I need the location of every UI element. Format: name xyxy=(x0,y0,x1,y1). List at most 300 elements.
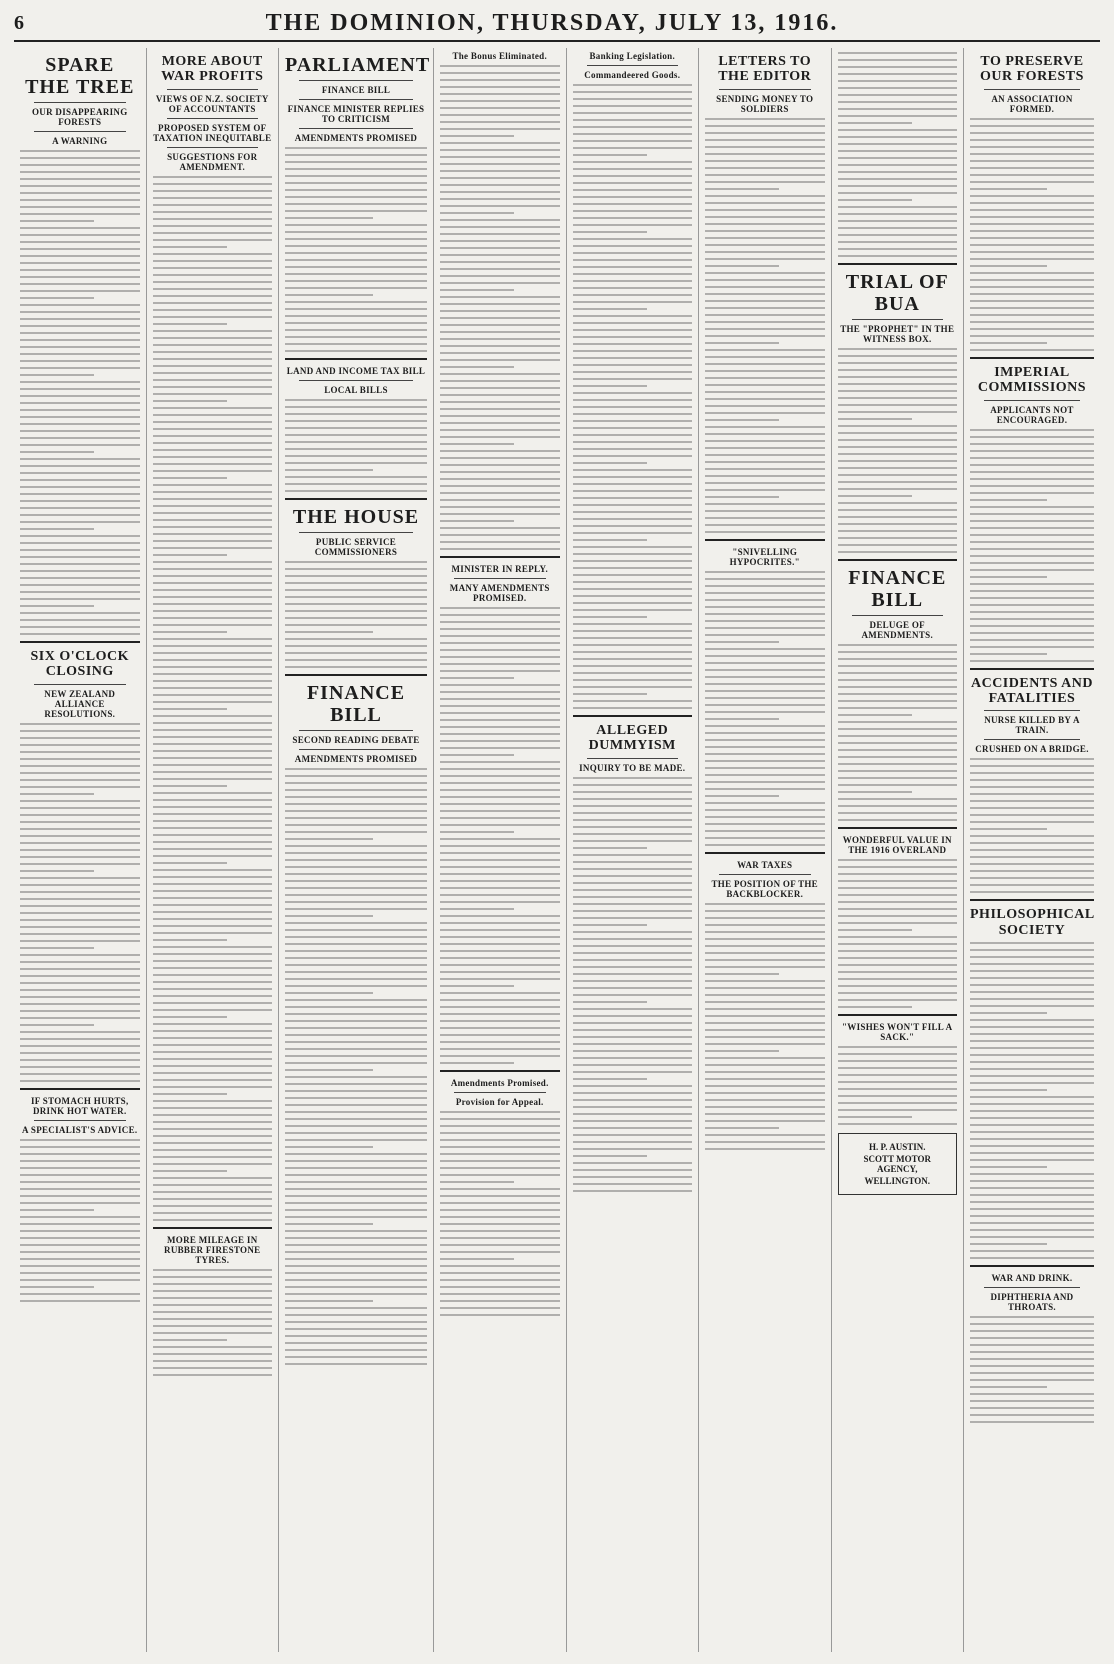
text-line xyxy=(153,925,273,927)
text-line xyxy=(285,168,427,170)
text-line xyxy=(20,1167,140,1169)
text-line xyxy=(440,156,560,158)
text-line xyxy=(838,502,958,504)
text-line xyxy=(705,370,825,372)
text-line xyxy=(573,903,693,905)
text-line xyxy=(838,735,958,737)
text-line xyxy=(440,1139,560,1141)
text-line xyxy=(838,171,958,173)
article-subheading: A SPECIALIST'S ADVICE. xyxy=(22,1124,138,1135)
text-line xyxy=(153,379,273,381)
text-line xyxy=(440,408,560,410)
text-line xyxy=(838,644,958,646)
text-line xyxy=(838,1088,958,1090)
text-line xyxy=(573,518,693,520)
advertisement-line: WELLINGTON. xyxy=(864,1176,931,1186)
text-line xyxy=(285,596,427,598)
text-line xyxy=(153,582,273,584)
headline-rule xyxy=(299,749,413,750)
text-line xyxy=(970,1379,1094,1381)
text-line xyxy=(573,406,693,408)
text-line xyxy=(153,736,273,738)
text-line xyxy=(970,821,1094,823)
text-line xyxy=(838,728,958,730)
text-line xyxy=(153,883,273,885)
text-line xyxy=(573,462,647,464)
text-line xyxy=(20,409,140,411)
text-line xyxy=(970,1124,1094,1126)
text-line xyxy=(838,859,958,861)
text-line xyxy=(440,1027,560,1029)
text-line xyxy=(20,1216,140,1218)
text-line xyxy=(970,286,1094,288)
text-line xyxy=(153,1163,273,1165)
text-line xyxy=(705,795,779,797)
text-line xyxy=(20,1181,140,1183)
text-line xyxy=(838,199,912,201)
text-line xyxy=(285,1209,427,1211)
text-line xyxy=(153,197,273,199)
text-line xyxy=(970,167,1094,169)
text-line xyxy=(573,1099,693,1101)
text-line xyxy=(153,232,273,234)
text-line xyxy=(705,917,825,919)
text-line xyxy=(440,520,514,522)
text-line xyxy=(153,456,273,458)
text-line xyxy=(838,686,958,688)
text-line xyxy=(153,771,273,773)
text-line xyxy=(970,1033,1094,1035)
text-line xyxy=(838,397,958,399)
text-line xyxy=(970,758,1094,760)
text-line xyxy=(285,1160,427,1162)
text-line xyxy=(440,170,560,172)
text-line xyxy=(440,1293,560,1295)
text-line xyxy=(440,1314,560,1316)
section-divider xyxy=(838,263,958,265)
text-line xyxy=(285,483,427,485)
text-line xyxy=(573,1176,693,1178)
text-line xyxy=(153,687,273,689)
text-line xyxy=(573,840,693,842)
text-line xyxy=(573,231,647,233)
text-line xyxy=(970,1316,1094,1318)
text-line xyxy=(285,845,427,847)
text-line xyxy=(573,112,693,114)
text-line xyxy=(153,526,273,528)
text-line xyxy=(705,202,825,204)
text-line xyxy=(838,73,958,75)
text-line xyxy=(440,282,560,284)
text-line xyxy=(573,651,693,653)
text-line xyxy=(153,253,273,255)
text-line xyxy=(20,437,140,439)
text-line xyxy=(440,1013,560,1015)
text-line xyxy=(153,1184,273,1186)
text-line xyxy=(573,707,693,709)
text-line xyxy=(153,295,273,297)
text-line xyxy=(285,161,427,163)
headline-rule xyxy=(299,80,413,81)
text-line xyxy=(970,1075,1094,1077)
text-line xyxy=(970,1208,1094,1210)
text-line xyxy=(705,739,825,741)
text-line xyxy=(285,1342,427,1344)
text-line xyxy=(20,982,140,984)
text-line xyxy=(440,719,560,721)
text-line xyxy=(970,1005,1094,1007)
text-line xyxy=(970,956,1094,958)
text-line xyxy=(153,1177,273,1179)
text-line xyxy=(285,859,427,861)
text-line xyxy=(20,744,140,746)
text-line xyxy=(20,772,140,774)
article-headline: THE HOUSE xyxy=(292,506,420,528)
text-line xyxy=(20,800,140,802)
text-line xyxy=(285,350,427,352)
text-line xyxy=(705,844,825,846)
text-line xyxy=(440,768,560,770)
text-line xyxy=(838,770,958,772)
article-subheading: "SNIVELLING HYPOCRITES." xyxy=(729,546,800,567)
text-line xyxy=(153,1219,273,1221)
text-line xyxy=(20,360,140,362)
headline-rule xyxy=(34,1120,126,1121)
text-line xyxy=(705,987,825,989)
text-line xyxy=(20,940,140,942)
text-line xyxy=(573,700,693,702)
text-line xyxy=(440,950,560,952)
section-divider xyxy=(838,1014,958,1016)
section-divider xyxy=(440,556,560,558)
text-line xyxy=(440,1237,560,1239)
text-line xyxy=(838,978,958,980)
text-line xyxy=(20,570,140,572)
text-line xyxy=(153,918,273,920)
text-line xyxy=(20,346,140,348)
text-line xyxy=(153,967,273,969)
text-line xyxy=(20,1045,140,1047)
advertisement-line: SCOTT MOTOR AGENCY, xyxy=(863,1154,931,1174)
text-line xyxy=(20,206,140,208)
text-line xyxy=(838,721,958,723)
text-line xyxy=(153,1346,273,1348)
text-line xyxy=(20,549,140,551)
text-line xyxy=(838,887,958,889)
text-line xyxy=(153,659,273,661)
text-line xyxy=(285,252,427,254)
article-subheading: IF STOMACH HURTS, DRINK HOT WATER. xyxy=(30,1095,129,1116)
text-line xyxy=(285,420,427,422)
text-line xyxy=(285,308,427,310)
text-line xyxy=(705,125,825,127)
text-line xyxy=(153,1072,273,1074)
text-line xyxy=(153,1269,273,1271)
text-line xyxy=(573,441,693,443)
text-line xyxy=(970,321,1094,323)
text-line xyxy=(153,673,273,675)
text-line xyxy=(970,244,1094,246)
text-line xyxy=(285,259,427,261)
text-line xyxy=(838,551,958,553)
text-line xyxy=(20,605,94,607)
text-line xyxy=(970,583,1094,585)
text-line xyxy=(970,604,1094,606)
text-line xyxy=(970,265,1047,267)
headline-rule xyxy=(299,730,413,731)
headline-rule xyxy=(299,532,413,533)
text-line xyxy=(440,86,560,88)
text-line xyxy=(440,212,514,214)
text-line xyxy=(285,638,427,640)
text-line xyxy=(970,188,1047,190)
text-line xyxy=(20,563,140,565)
text-line xyxy=(970,977,1094,979)
text-line xyxy=(705,377,825,379)
headline-rule xyxy=(587,65,679,66)
article-subheading: MORE MILEAGE IN RUBBER FIRESTONE TYRES. xyxy=(164,1234,261,1265)
text-line xyxy=(20,157,140,159)
text-line xyxy=(573,1043,693,1045)
text-line xyxy=(20,877,140,879)
text-line xyxy=(838,185,958,187)
text-line xyxy=(970,1337,1094,1339)
text-line xyxy=(153,589,273,591)
text-line xyxy=(440,261,560,263)
text-line xyxy=(970,842,1094,844)
text-line xyxy=(285,992,373,994)
text-line xyxy=(838,530,958,532)
article-body xyxy=(838,1046,958,1125)
text-line xyxy=(838,1081,958,1083)
text-line xyxy=(20,493,140,495)
article-subheading: The Bonus Eliminated. xyxy=(452,51,548,61)
text-line xyxy=(285,448,427,450)
article-headline: TRIAL OF BUA xyxy=(845,271,949,315)
text-line xyxy=(970,314,1094,316)
text-line xyxy=(970,293,1094,295)
headline-rule xyxy=(587,758,679,759)
text-line xyxy=(705,732,825,734)
text-line xyxy=(705,980,825,982)
text-line xyxy=(573,889,693,891)
text-line xyxy=(573,357,693,359)
text-line xyxy=(970,1229,1094,1231)
text-line xyxy=(970,942,1094,944)
text-line xyxy=(20,528,94,530)
text-line xyxy=(440,121,560,123)
text-line xyxy=(573,1162,693,1164)
text-line xyxy=(153,288,273,290)
text-line xyxy=(573,623,693,625)
text-line xyxy=(970,970,1094,972)
text-line xyxy=(285,1111,427,1113)
article-body xyxy=(20,1139,140,1302)
text-line xyxy=(285,203,427,205)
article-subheading: NEW ZEALAND ALLIANCE RESOLUTIONS. xyxy=(44,688,116,719)
text-line xyxy=(20,863,140,865)
text-line xyxy=(440,1167,560,1169)
text-line xyxy=(20,996,140,998)
text-line xyxy=(153,1170,227,1172)
text-line xyxy=(970,807,1094,809)
text-line xyxy=(153,715,273,717)
text-line xyxy=(838,943,958,945)
text-line xyxy=(705,1148,825,1150)
text-line xyxy=(285,908,427,910)
text-line xyxy=(838,481,958,483)
text-line xyxy=(153,1304,273,1306)
text-line xyxy=(705,1099,825,1101)
text-line xyxy=(153,470,273,472)
text-line xyxy=(20,332,140,334)
text-line xyxy=(440,352,560,354)
text-line xyxy=(440,1279,560,1281)
text-line xyxy=(705,592,825,594)
text-line xyxy=(838,143,958,145)
text-line xyxy=(970,1026,1094,1028)
text-line xyxy=(285,652,427,654)
article-subheading: SENDING MONEY TO SOLDIERS xyxy=(716,93,814,114)
text-line xyxy=(970,258,1094,260)
text-line xyxy=(573,343,693,345)
text-line xyxy=(285,659,427,661)
text-line xyxy=(153,820,273,822)
text-line xyxy=(970,251,1094,253)
text-line xyxy=(573,1120,693,1122)
section-divider xyxy=(20,1088,140,1090)
text-line xyxy=(573,203,693,205)
text-line xyxy=(440,866,560,868)
text-line xyxy=(285,624,427,626)
text-line xyxy=(838,206,958,208)
text-line xyxy=(838,453,958,455)
text-line xyxy=(153,337,273,339)
text-line xyxy=(153,1367,273,1369)
text-line xyxy=(440,135,514,137)
text-line xyxy=(838,129,958,131)
text-line xyxy=(573,427,693,429)
text-line xyxy=(573,910,693,912)
text-line xyxy=(285,950,427,952)
text-line xyxy=(285,666,427,668)
text-line xyxy=(153,176,273,178)
article-body xyxy=(970,1316,1094,1423)
text-line xyxy=(153,1086,273,1088)
text-line xyxy=(573,567,693,569)
text-line xyxy=(970,856,1094,858)
text-line xyxy=(20,961,140,963)
text-line xyxy=(285,1069,373,1071)
text-line xyxy=(970,1215,1094,1217)
text-line xyxy=(970,1358,1094,1360)
text-line xyxy=(970,132,1094,134)
article-subheading: NURSE KILLED BY A TRAIN. xyxy=(984,715,1080,736)
text-line xyxy=(20,514,140,516)
text-line xyxy=(20,633,140,635)
text-line xyxy=(705,676,825,678)
text-line xyxy=(285,852,427,854)
text-line xyxy=(970,660,1094,662)
text-line xyxy=(573,574,693,576)
text-line xyxy=(705,1141,825,1143)
text-line xyxy=(153,1051,273,1053)
text-line xyxy=(573,1008,693,1010)
text-line xyxy=(573,1050,693,1052)
text-line xyxy=(440,366,514,368)
text-line xyxy=(970,1222,1094,1224)
text-line xyxy=(705,627,825,629)
section-divider xyxy=(705,852,825,854)
text-line xyxy=(838,516,958,518)
section-divider xyxy=(153,1227,273,1229)
text-line xyxy=(285,1041,427,1043)
text-line xyxy=(573,812,693,814)
text-line xyxy=(970,1012,1047,1014)
text-line xyxy=(705,952,825,954)
text-line xyxy=(970,513,1094,515)
text-line xyxy=(285,336,427,338)
article-subheading: MINISTER IN REPLY. xyxy=(451,564,548,574)
text-line xyxy=(285,894,427,896)
text-line xyxy=(440,1132,560,1134)
text-line xyxy=(440,541,560,543)
text-line xyxy=(705,704,825,706)
text-line xyxy=(285,1118,427,1120)
text-line xyxy=(153,981,273,983)
text-line xyxy=(153,274,273,276)
article-subheading: Provision for Appeal. xyxy=(455,1097,544,1107)
text-line xyxy=(285,589,427,591)
text-line xyxy=(705,662,825,664)
text-line xyxy=(285,322,427,324)
article-body xyxy=(970,429,1094,662)
text-line xyxy=(20,234,140,236)
section-divider xyxy=(970,357,1094,359)
text-line xyxy=(285,189,427,191)
text-line xyxy=(838,101,958,103)
text-line xyxy=(970,998,1094,1000)
text-line xyxy=(970,949,1094,951)
text-line xyxy=(573,658,693,660)
text-line xyxy=(20,821,140,823)
text-line xyxy=(20,297,94,299)
text-line xyxy=(153,414,273,416)
text-line xyxy=(153,330,273,332)
text-line xyxy=(970,272,1094,274)
text-line xyxy=(838,192,958,194)
text-line xyxy=(573,1057,693,1059)
text-line xyxy=(153,946,273,948)
text-line xyxy=(440,1188,560,1190)
text-line xyxy=(20,388,140,390)
section-divider xyxy=(285,358,427,360)
text-line xyxy=(440,635,560,637)
text-line xyxy=(838,791,912,793)
text-line xyxy=(20,486,140,488)
text-line xyxy=(705,599,825,601)
text-line xyxy=(285,175,427,177)
article-headline: SPARE THE TREE xyxy=(25,54,135,98)
section-divider xyxy=(705,539,825,541)
text-line xyxy=(838,164,958,166)
text-line xyxy=(20,856,140,858)
text-line xyxy=(20,276,140,278)
text-line xyxy=(970,125,1094,127)
text-line xyxy=(705,174,825,176)
text-line xyxy=(20,311,140,313)
text-line xyxy=(970,1194,1094,1196)
